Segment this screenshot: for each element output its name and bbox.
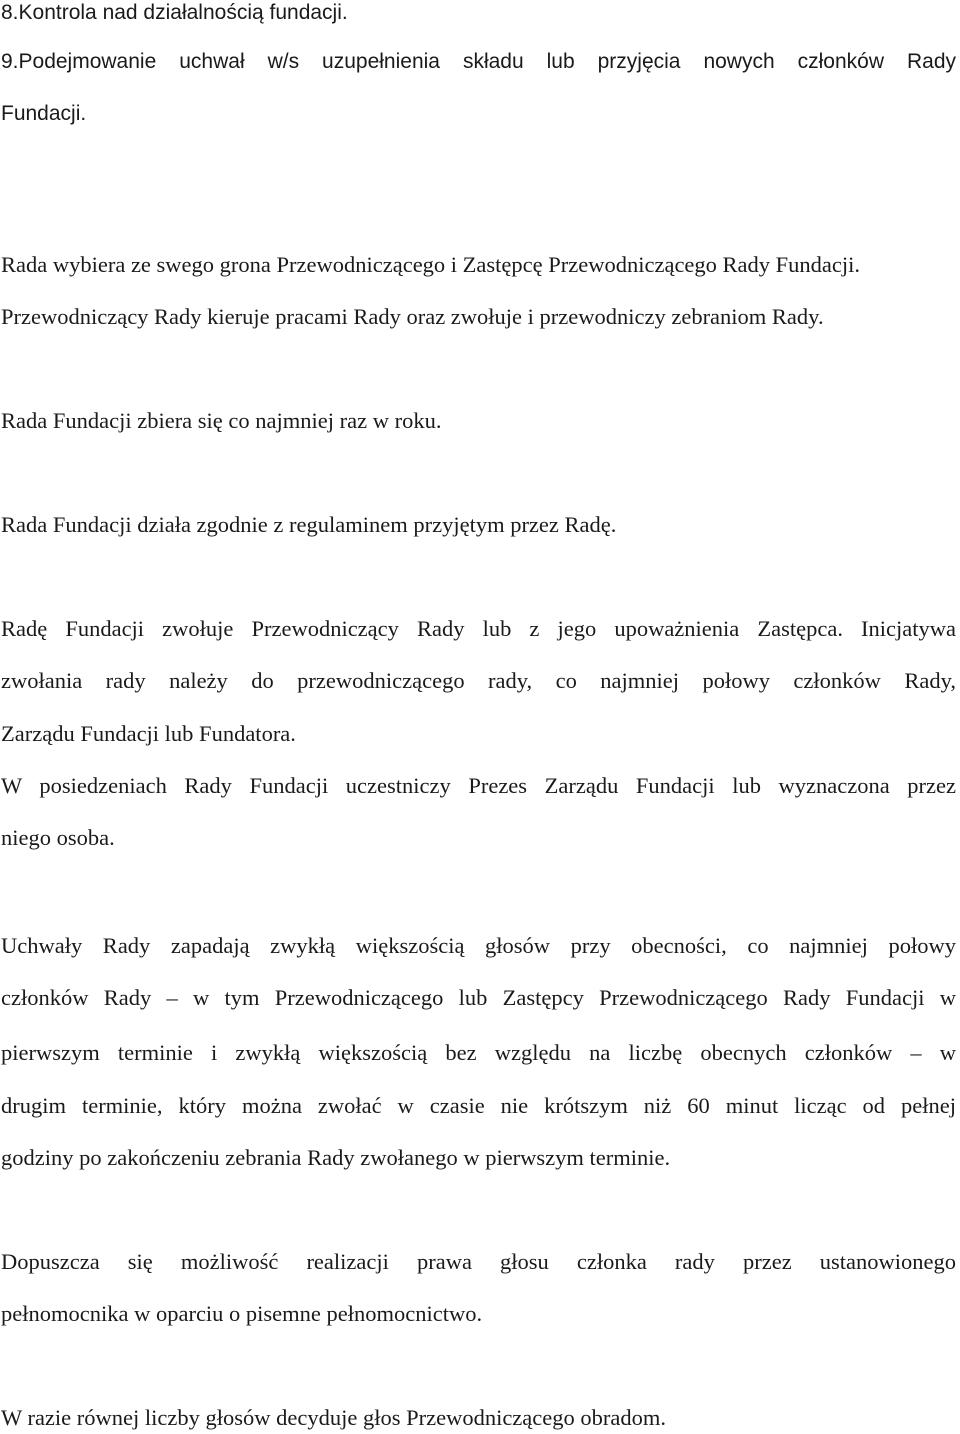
- attendance-paragraph-line-1: W posiedzeniach Rady Fundacji uczestniczy Prezes Zarządu Fundacji lub wyznaczona przez: [1, 773, 956, 798]
- resolutions-paragraph-line-5: godziny po zakończeniu zebrania Rady zwołanego w pierwszym terminie.: [1, 1145, 671, 1170]
- attendance-paragraph-line-2: niego osoba.: [1, 825, 115, 850]
- resolutions-paragraph-line-4: drugim terminie, który można zwołać w czasie nie krótszym niż 60 minut licząc od pełnej: [1, 1093, 956, 1118]
- convening-paragraph-line-1: Radę Fundacji zwołuje Przewodniczący Rady lub z jego upoważnienia Zastępca. Inicjatywa: [1, 616, 956, 641]
- list-item-9-line-2: Fundacji.: [1, 102, 87, 125]
- regulations-text: Rada Fundacji działa zgodnie z regulaminem przyjętym przez Radę.: [1, 512, 617, 537]
- tie-rule-text: W razie równej liczby głosów decyduje głos Przewodniczącego obradom.: [1, 1405, 666, 1430]
- chair-paragraph-line-2: Przewodniczący Rady kieruje pracami Rady oraz zwołuje i przewodniczy zebraniom Rady.: [1, 304, 824, 329]
- chair-paragraph-line-1: Rada wybiera ze swego grona Przewodniczącego i Zastępcę Przewodniczącego Rady Fundacji.: [1, 252, 861, 277]
- list-item-9-line-1: 9.Podejmowanie uchwał w/s uzupełnienia składu lub przyjęcia nowych członków Rady: [1, 50, 956, 73]
- resolutions-paragraph-line-3: pierwszym terminie i zwykłą większością bez względu na liczbę obecnych członków – w: [1, 1040, 956, 1065]
- resolutions-paragraph-line-2: członków Rady – w tym Przewodniczącego lub Zastępcy Przewodniczącego Rady Fundacji w: [1, 985, 956, 1010]
- proxy-paragraph-line-1: Dopuszcza się możliwość realizacji prawa głosu członka rady przez ustanowionego: [1, 1249, 956, 1274]
- list-item-8: 8.Kontrola nad działalnością fundacji.: [1, 1, 348, 24]
- convening-paragraph-line-2: zwołania rady należy do przewodniczącego rady, co najmniej połowy członków Rady,: [1, 668, 956, 693]
- meeting-frequency-text: Rada Fundacji zbiera się co najmniej raz w roku.: [1, 408, 442, 433]
- proxy-paragraph-line-2: pełnomocnika w oparciu o pisemne pełnomocnictwo.: [1, 1301, 483, 1326]
- resolutions-paragraph-line-1: Uchwały Rady zapadają zwykłą większością głosów przy obecności, co najmniej połowy: [1, 933, 956, 958]
- convening-paragraph-line-3: Zarządu Fundacji lub Fundatora.: [1, 721, 296, 746]
